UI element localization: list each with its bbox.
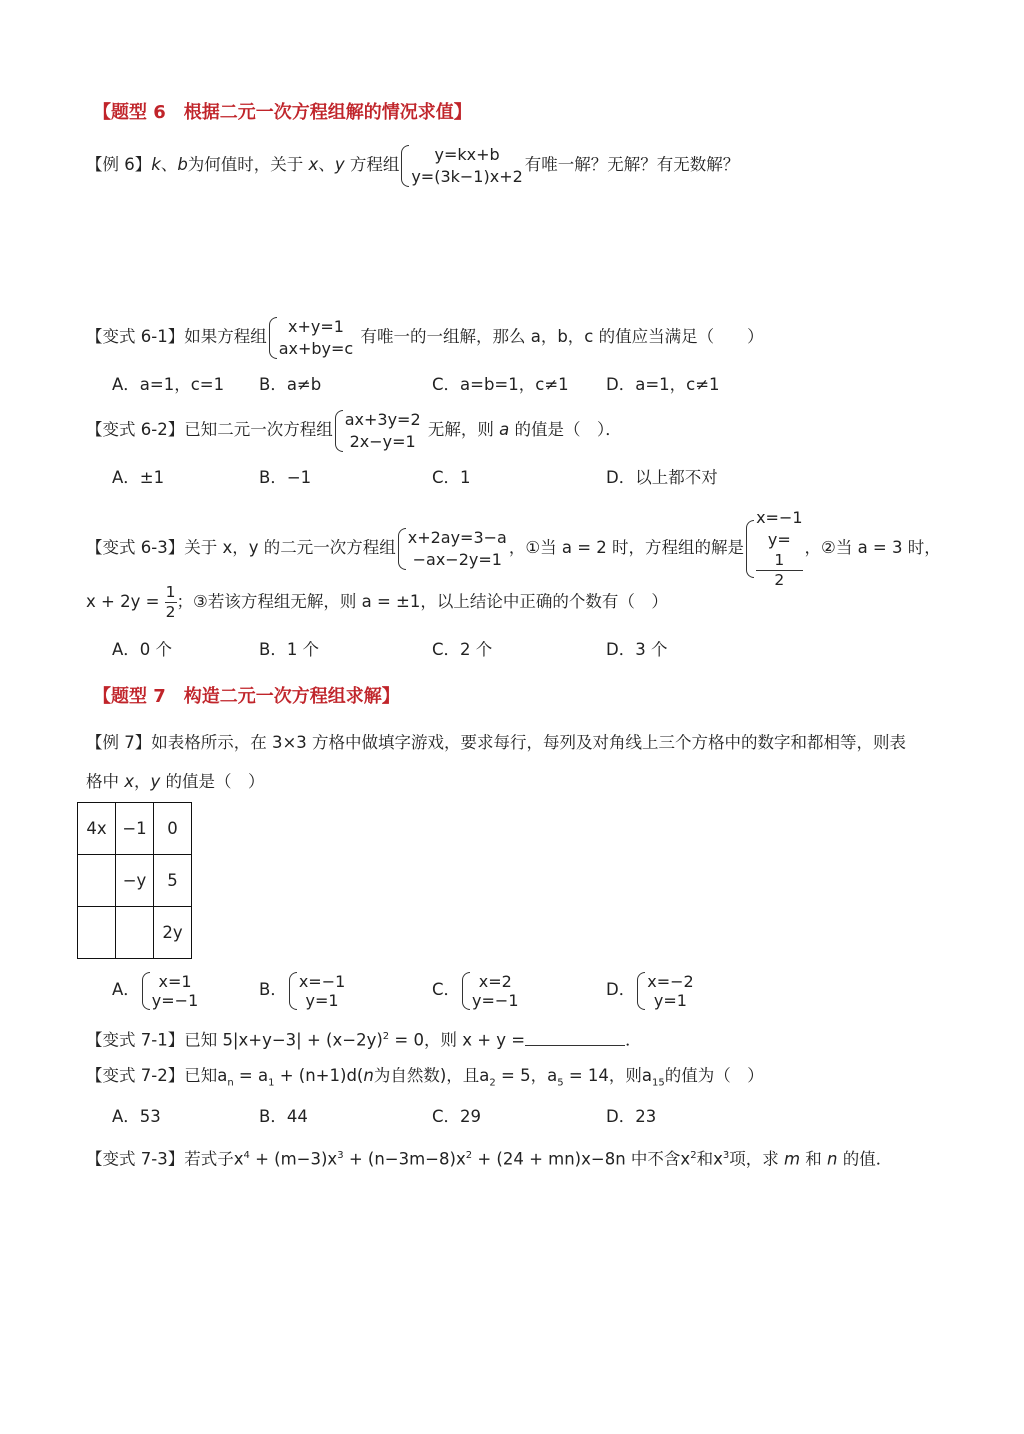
ex6-sep1: 、 (160, 155, 178, 174)
ex7-opt-d-label: D． (606, 980, 636, 999)
brace-icon (335, 410, 343, 452)
v73-p1: 4 (243, 1150, 250, 1161)
v63-frac-den: 2 (165, 603, 176, 621)
v72-t1: 【变式 7-2】已知a (86, 1066, 228, 1085)
ex7-l2b: 的值是（ ） (165, 772, 265, 791)
v63-solution-system (746, 507, 802, 590)
ex6-k: k (151, 155, 161, 174)
v72-s1: n (227, 1077, 234, 1089)
ex6-eq2: y=(3k−1)x+2 (411, 166, 523, 186)
v72-n: n (363, 1066, 374, 1085)
v73-t5: 和x (696, 1149, 723, 1169)
v73-m: m (783, 1149, 801, 1169)
v62-equation-system (335, 409, 421, 453)
v62-a: a (499, 420, 510, 439)
ex7-opt-a-eq1: x=1 (158, 971, 192, 991)
variant-7-2 (86, 1064, 764, 1095)
variant-7-3 (86, 1144, 892, 1172)
v73-t6: 项，求 (729, 1149, 779, 1169)
ex7-option-c[interactable] (432, 967, 521, 1013)
brace-icon (462, 972, 470, 1010)
v61-option-a[interactable]: A．a=1，c=1 (112, 375, 225, 394)
brace-icon (142, 972, 150, 1010)
v63-sol2-num: 1 (756, 551, 802, 571)
v73-t7: 和 (805, 1149, 822, 1169)
brace-icon (289, 972, 297, 1010)
ex7-option-b[interactable] (259, 967, 347, 1013)
variant-6-2 (86, 407, 622, 453)
brace-icon (398, 528, 406, 570)
ex6-text3: 有唯一解？无解？有无数解？ (524, 155, 740, 174)
ex7-sep: ， (134, 772, 151, 791)
v63-sol1: x=−1 (756, 508, 803, 527)
v62-option-b[interactable]: B．−1 (259, 468, 312, 487)
ex7-opt-b-eq2: y=1 (305, 990, 339, 1010)
v73-p4: 2 (690, 1150, 697, 1161)
magic-square-grid (77, 802, 192, 959)
ex6-y: y (334, 155, 345, 174)
v73-p5: 3 (722, 1150, 730, 1161)
v62-option-a[interactable]: A．±1 (112, 468, 165, 487)
example-7-line1: 【例 7】如表格所示，在 3×3 方格中做填字游戏，要求每行，每列及对角线上三个方格中的数字和都相等，则表 (86, 733, 907, 752)
v62-option-c[interactable]: C．1 (432, 468, 471, 487)
ex7-opt-d-eq2: y=1 (653, 990, 687, 1010)
ex7-opt-a-system (142, 972, 198, 1010)
variant-6-1 (86, 314, 764, 360)
ex7-opt-d-system (637, 972, 693, 1010)
brace-icon (746, 520, 754, 578)
ex7-opt-d-eq1: x=−2 (647, 971, 694, 991)
v71-text3: ． (625, 1030, 642, 1050)
brace-icon (637, 972, 645, 1010)
v72-option-a[interactable]: A．53 (112, 1107, 161, 1126)
v63-option-d[interactable]: D．3 个 (606, 640, 668, 659)
v62-eq1: ax+3y=2 (344, 409, 421, 429)
ex7-opt-c-label: C． (432, 980, 461, 999)
v73-t8: 的值． (842, 1149, 893, 1169)
v62-eq2: 2x−y=1 (349, 431, 416, 451)
v63-option-c[interactable]: C．2 个 (432, 640, 493, 659)
v71-sup: 2 (382, 1031, 390, 1042)
grid-cell: −1 (116, 803, 154, 855)
v63-text1: ，①当 a = 2 时，方程组的解是 (508, 538, 745, 557)
brace-icon (401, 145, 409, 187)
v73-t1: 【变式 7-3】若式子x (86, 1149, 244, 1169)
v63-eq1: x+2ay=3−a (407, 527, 507, 547)
v72-s4: 5 (557, 1077, 564, 1089)
ex7-opt-b-system (289, 972, 345, 1010)
v73-t2: + (m−3)x (249, 1149, 338, 1169)
v63-text2: ，②当 a = 3 时， (804, 538, 941, 557)
section-heading-7: 【题型 7 构造二元一次方程组求解】 (93, 686, 400, 707)
v73-p3: 2 (465, 1150, 473, 1161)
grid-cell (116, 907, 154, 959)
v63-sol2-den: 2 (774, 571, 785, 589)
v61-option-c[interactable]: C．a=b=1，c≠1 (432, 375, 569, 394)
v73-n: n (827, 1149, 838, 1169)
grid-cell: 5 (154, 855, 192, 907)
example-7-line2 (86, 770, 265, 794)
ex7-opt-b-label: B． (259, 980, 287, 999)
ex6-x: x (308, 155, 319, 174)
v63-option-a[interactable]: A．0 个 (112, 640, 173, 659)
v71-text1: 【变式 7-1】已知 5|x+y−3| + (x−2y) (86, 1030, 383, 1050)
v72-option-b[interactable]: B．44 (259, 1107, 308, 1126)
v72-t4: 为自然数)，且a (373, 1066, 490, 1085)
v62-text2: 的值是（ ）． (514, 420, 622, 439)
ex7-x: x (124, 772, 135, 791)
v63-frac-num: 1 (165, 583, 176, 601)
v62-lead: 【变式 6-2】已知二元一次方程组 (86, 420, 333, 439)
grid-row (78, 803, 192, 855)
v72-t2: = a (233, 1066, 269, 1085)
variant-6-3-line2 (86, 581, 668, 623)
ex6-equation-system (401, 144, 522, 188)
v63-lead: 【变式 6-3】关于 x，y 的二元一次方程组 (86, 538, 396, 557)
ex7-opt-a-eq2: y=−1 (151, 990, 199, 1010)
v63-sol2: y= (767, 530, 791, 549)
v61-tail: 有唯一的一组解，那么 a，b，c 的值应当满足（ ） (360, 327, 764, 346)
v63-l2a: x + 2y = (86, 592, 160, 611)
variant-7-1 (86, 1025, 642, 1053)
v62-option-d[interactable]: D．以上都不对 (606, 468, 718, 487)
v71-text2: = 0，则 x + y = (389, 1030, 526, 1050)
ex6-text2: 方程组 (349, 155, 400, 174)
grid-cell: −y (116, 855, 154, 907)
v72-t7: 的值为（ ） (664, 1066, 764, 1085)
v72-s5: 15 (652, 1077, 665, 1089)
ex6-sep2: 、 (318, 155, 335, 174)
variant-6-3-line1 (86, 507, 941, 590)
v61-eq1: x+y=1 (287, 316, 344, 336)
v61-lead: 【变式 6-1】如果方程组 (86, 327, 267, 346)
v72-option-c[interactable]: C．29 (432, 1107, 482, 1126)
v61-equation-system (269, 316, 354, 360)
v63-l2b: ；③若该方程组无解，则 a = ±1，以上结论中正确的个数有（ ） (176, 592, 668, 611)
v61-option-b[interactable]: B．a≠b (259, 375, 322, 394)
v73-t4: + (24 + mn)x−8n 中不含x (472, 1149, 691, 1169)
section-heading-6: 【题型 6 根据二元一次方程组解的情况求值】 (93, 102, 472, 123)
ex7-l2a: 格中 (86, 772, 119, 791)
v72-t5: = 5，a (495, 1066, 558, 1085)
ex7-option-d[interactable] (606, 967, 696, 1013)
answer-blank[interactable] (525, 1029, 625, 1046)
ex7-y: y (150, 772, 161, 791)
v63-sol2-fraction (756, 551, 802, 590)
ex7-opt-c-eq2: y=−1 (472, 990, 519, 1010)
ex7-opt-a-label: A． (112, 980, 140, 999)
ex7-opt-c-system (462, 972, 518, 1010)
v72-option-d[interactable]: D．23 (606, 1107, 657, 1126)
v73-t3: + (n−3m−8)x (343, 1149, 466, 1169)
v62-text1: 无解，则 (427, 420, 494, 439)
v73-p2: 3 (337, 1150, 344, 1161)
v63-fraction (165, 583, 177, 622)
grid-row (78, 855, 192, 907)
ex7-opt-b-eq1: x=−1 (298, 971, 346, 991)
example-6 (86, 142, 739, 188)
grid-row (78, 907, 192, 959)
grid-cell (78, 855, 116, 907)
v63-option-b[interactable]: B．1 个 (259, 640, 320, 659)
grid-cell (78, 907, 116, 959)
ex6-b: b (177, 155, 188, 174)
ex6-text1: 为何值时，关于 (187, 155, 304, 174)
grid-cell: 0 (154, 803, 192, 855)
grid-cell: 2y (154, 907, 192, 959)
brace-icon (269, 317, 277, 359)
ex7-opt-c-eq1: x=2 (478, 971, 512, 991)
v63-equation-system (398, 527, 507, 571)
ex6-lead: 【例 6】 (86, 155, 152, 174)
ex6-eq1: y=kx+b (434, 144, 500, 164)
v61-option-d[interactable]: D．a=1，c≠1 (606, 375, 720, 394)
v72-s3: 2 (489, 1077, 496, 1089)
v63-eq2: −ax−2y=1 (412, 549, 502, 569)
v61-eq2: ax+by=c (278, 338, 354, 358)
grid-cell: 4x (78, 803, 116, 855)
v72-t3: + (n+1)d( (274, 1066, 364, 1085)
ex7-option-a[interactable] (112, 967, 200, 1013)
v72-s2: 1 (268, 1077, 275, 1089)
v72-t6: = 14，则a (563, 1066, 652, 1085)
